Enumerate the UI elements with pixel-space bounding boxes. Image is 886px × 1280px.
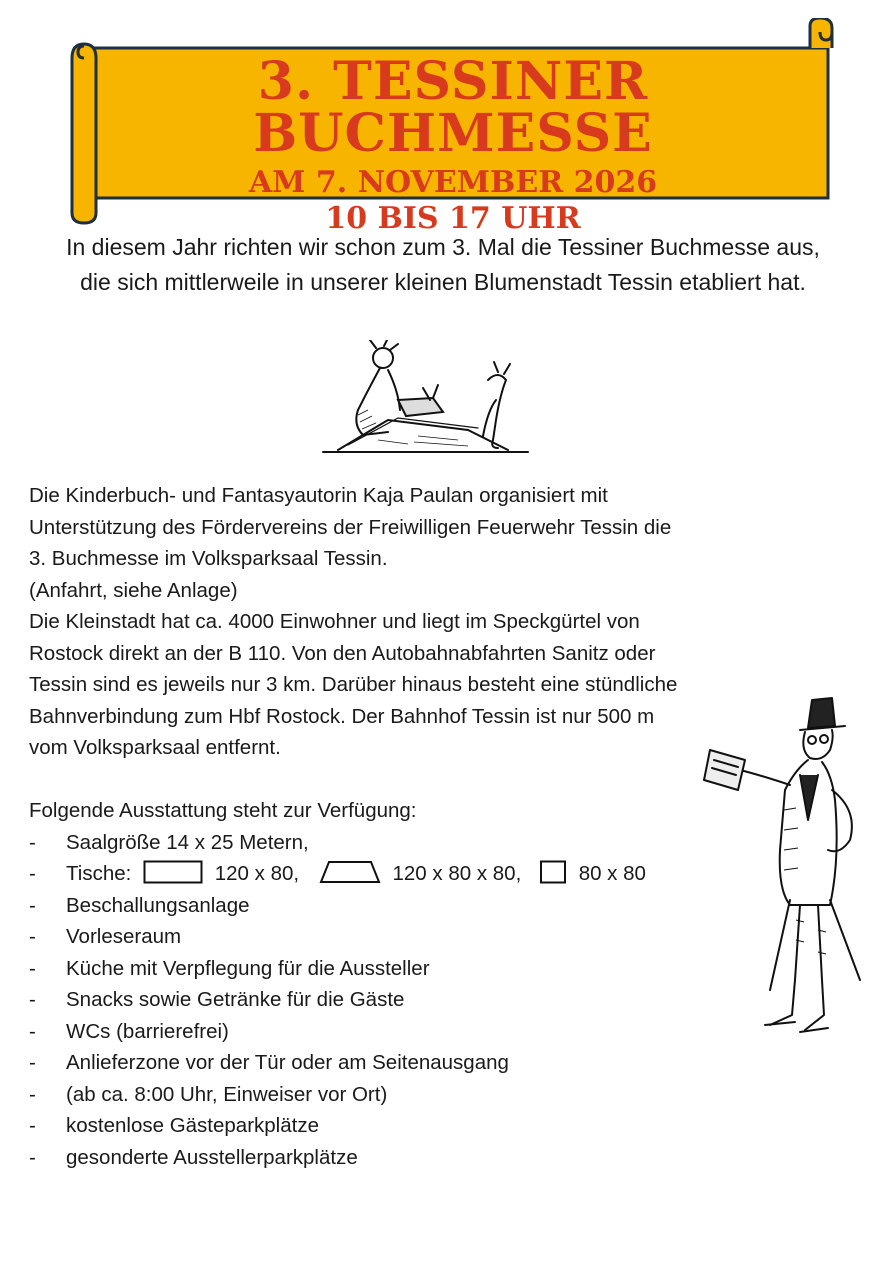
body-line: Rostock direkt an der B 110. Von den Autobahnabfahrten Sanitz oder (29, 641, 656, 665)
equipment-list (29, 827, 839, 1174)
body-line: Die Kleinstadt hat ca. 4000 Einwohner und liegt im Speckgürtel von (29, 610, 640, 633)
table-square-size: 80 x 80 (578, 862, 646, 885)
table-rect-size: 120 x 80, (214, 862, 300, 885)
list-item (29, 827, 839, 859)
intro-paragraph: In diesem Jahr richten wir schon zum 3. Mal die Tessiner Buchmesse aus, die sich mittlerweile in unserer kleinen Blumenstadt Tessin etabliert hat. (66, 234, 820, 295)
body-text (29, 480, 839, 1173)
list-item: - WCs (barrierefrei) (29, 1016, 839, 1048)
list-item (29, 858, 839, 890)
list-item: - Vorleseraum (29, 921, 839, 953)
list-item: - gesonderte Ausstellerparkplätze (29, 1142, 839, 1174)
body-line: 3. Buchmesse im Volksparksaal Tessin. (29, 547, 388, 570)
table-trapezoid-size: 120 x 80 x 80, (392, 862, 522, 885)
event-title: 3. TESSINER BUCHMESSE (253, 51, 653, 164)
body-line: vom Volksparksaal entfernt. (29, 736, 281, 759)
event-date: AM 7. NOVEMBER 2026 (248, 165, 658, 200)
list-item: - Snacks sowie Getränke für die Gäste (29, 984, 839, 1016)
list-item: - Beschallungsanlage (29, 890, 839, 922)
list-item: - Anlieferzone vor der Tür oder am Seitenausgang (29, 1047, 839, 1079)
tables-label: Tische: (66, 862, 132, 885)
trapezoid-table-icon (319, 860, 381, 884)
rectangle-table-icon (143, 860, 203, 884)
body-line: Unterstützung des Fördervereins der Freiwilligen Feuerwehr Tessin die (29, 515, 672, 539)
event-time: 10 BIS 17 UHR (325, 201, 581, 236)
square-table-icon (539, 860, 567, 884)
body-line: Die Kinderbuch- und Fantasyautorin Kaja Paulan organisiert mit (29, 484, 608, 507)
reading-figure-illustration (318, 340, 538, 465)
title-banner (68, 18, 838, 236)
list-item: - Küche mit Verpflegung für die Aussteller (29, 953, 839, 985)
body-line: Tessin sind es jeweils nur 3 km. Darüber hinaus besteht eine stündliche (29, 673, 678, 696)
body-line: (Anfahrt, siehe Anlage) (29, 578, 238, 602)
list-item: - (ab ca. 8:00 Uhr, Einweiser vor Ort) (29, 1079, 839, 1111)
body-line: Bahnverbindung zum Hbf Rostock. Der Bahnhof Tessin ist nur 500 m (29, 704, 655, 728)
list-item: - kostenlose Gästeparkplätze (29, 1110, 839, 1142)
hall-size: Saalgröße 14 x 25 Metern, (66, 830, 309, 854)
equipment-heading: Folgende Ausstattung steht zur Verfügung: (29, 799, 417, 822)
